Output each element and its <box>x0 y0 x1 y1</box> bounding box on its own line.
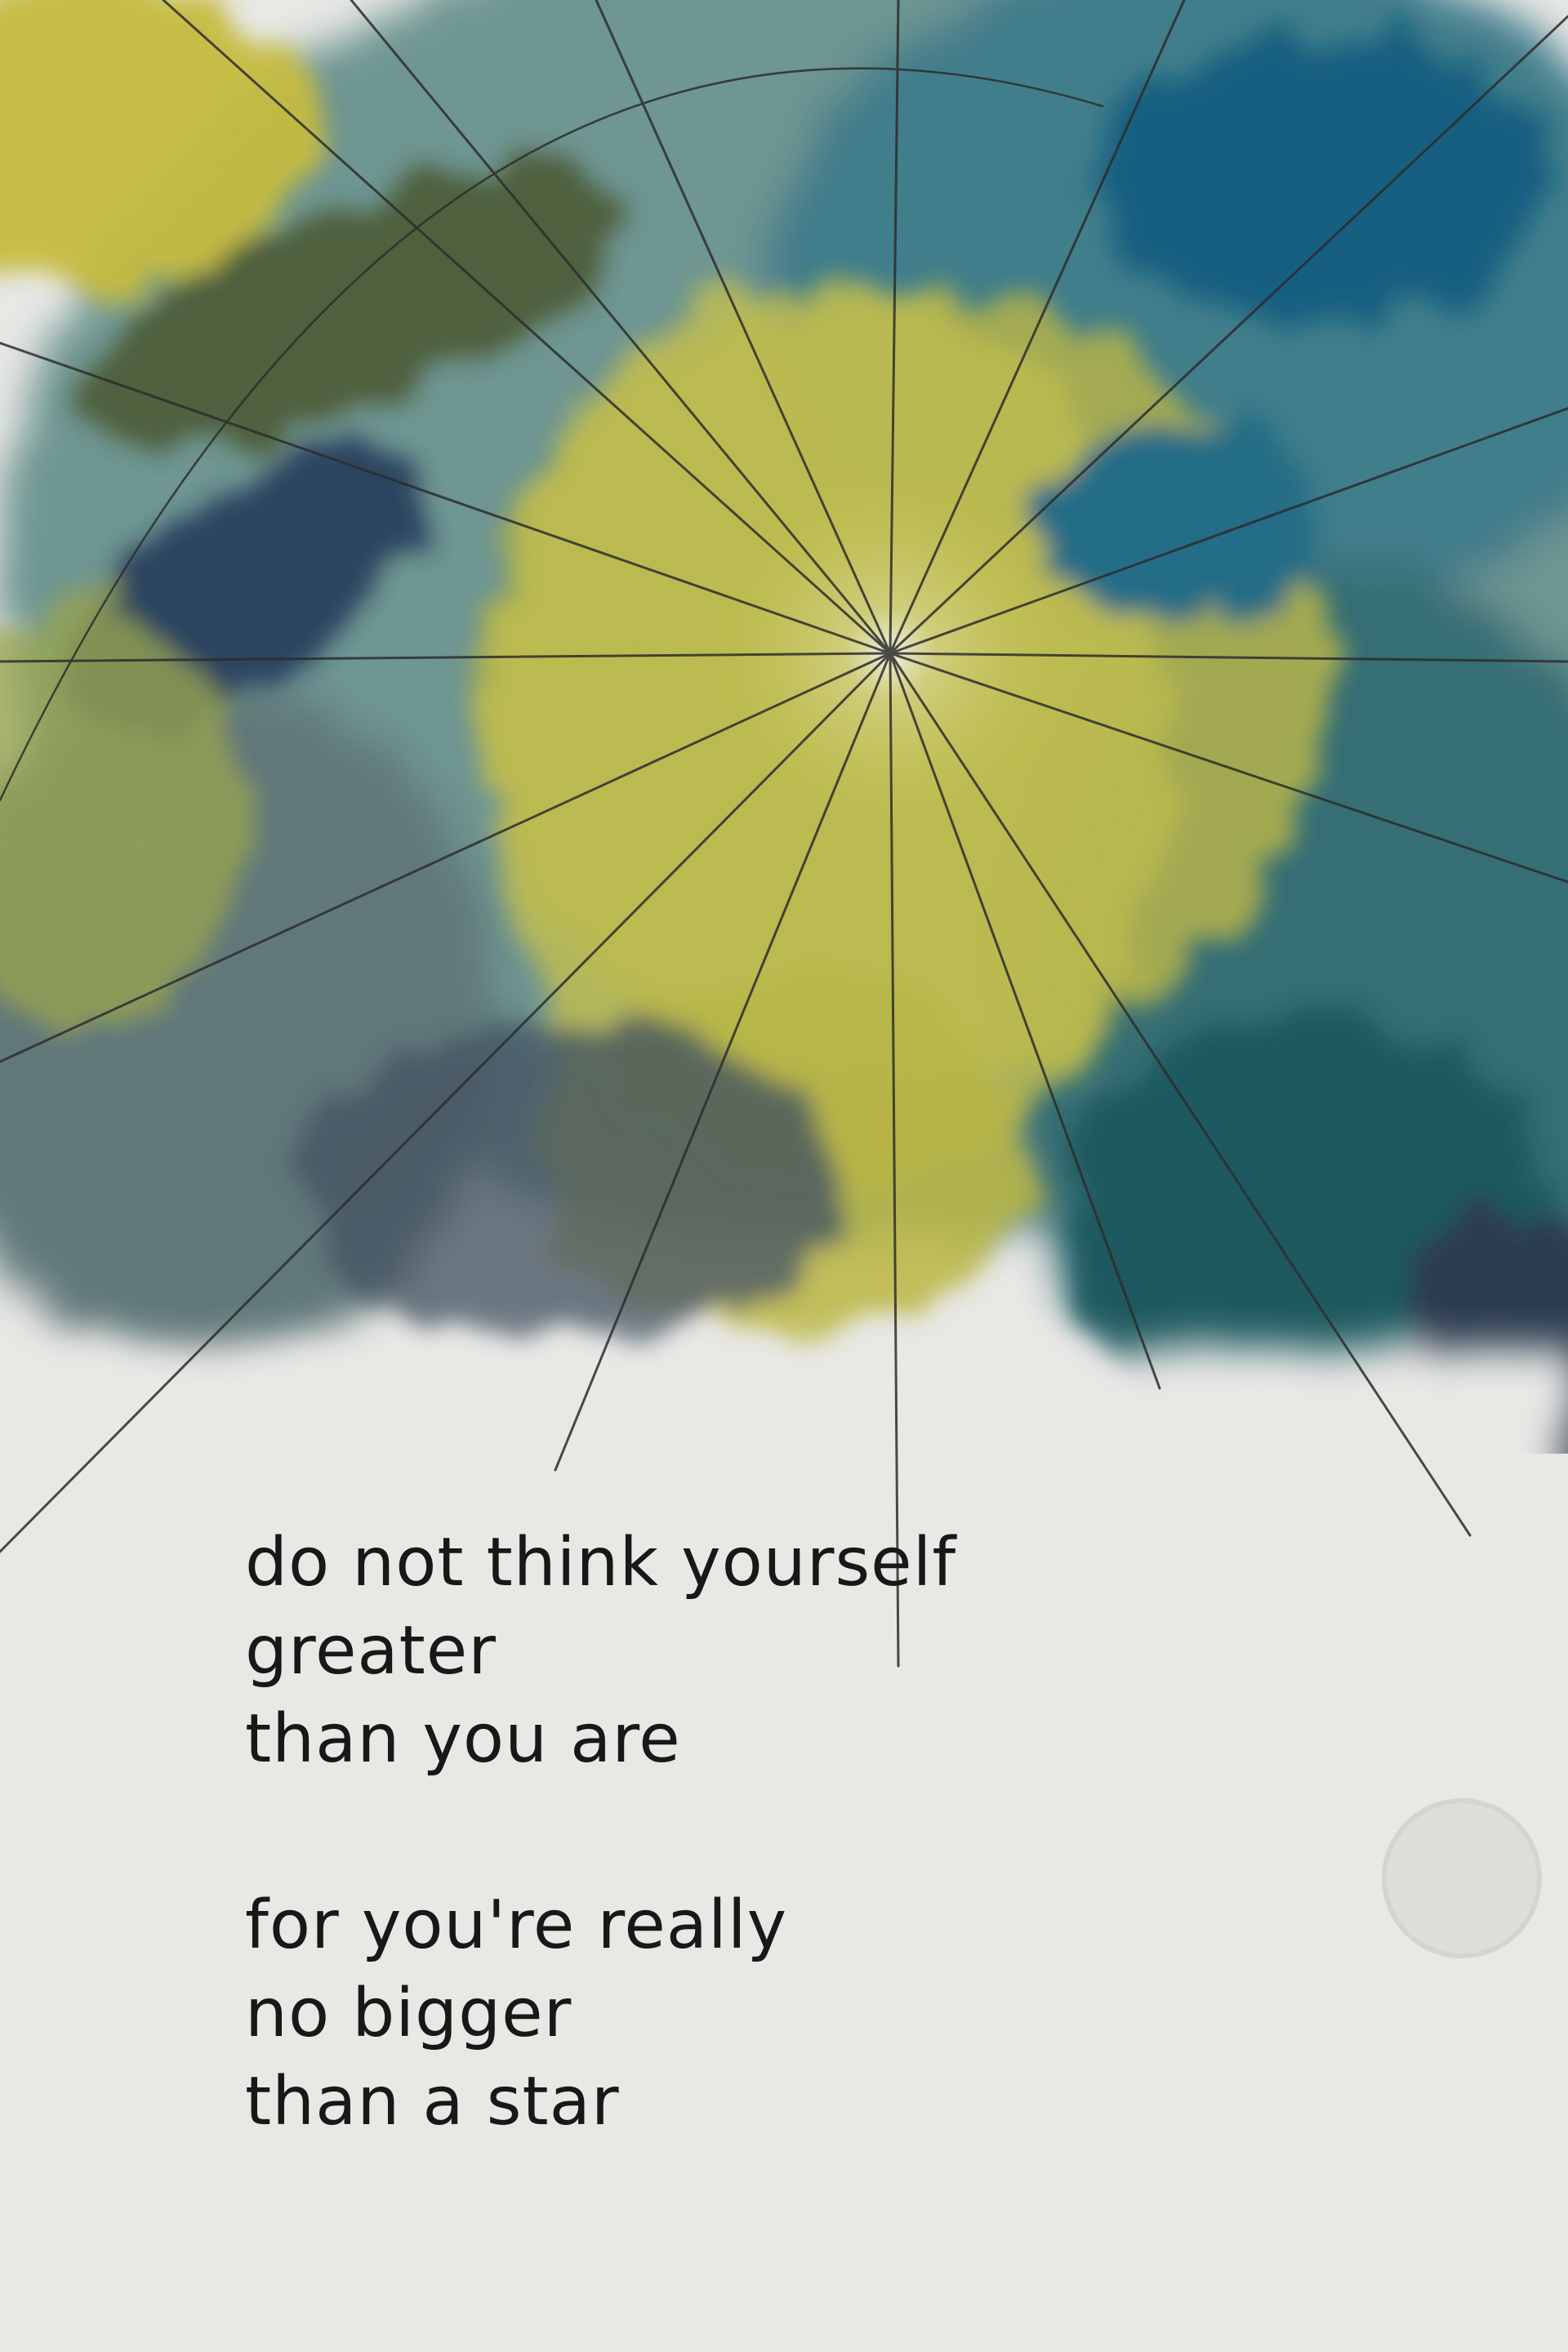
stanza-break <box>245 1784 1307 1882</box>
handwritten-poem <box>245 1519 1307 2146</box>
poem-line: for you're really <box>245 1886 788 1964</box>
poem-line: than you are <box>245 1700 681 1778</box>
poem-line: than a star <box>245 2063 620 2140</box>
poem-line: do not think yourself <box>245 1524 957 1601</box>
poem-line: no bigger <box>245 1975 572 2052</box>
poem-line: greater <box>245 1612 497 1690</box>
